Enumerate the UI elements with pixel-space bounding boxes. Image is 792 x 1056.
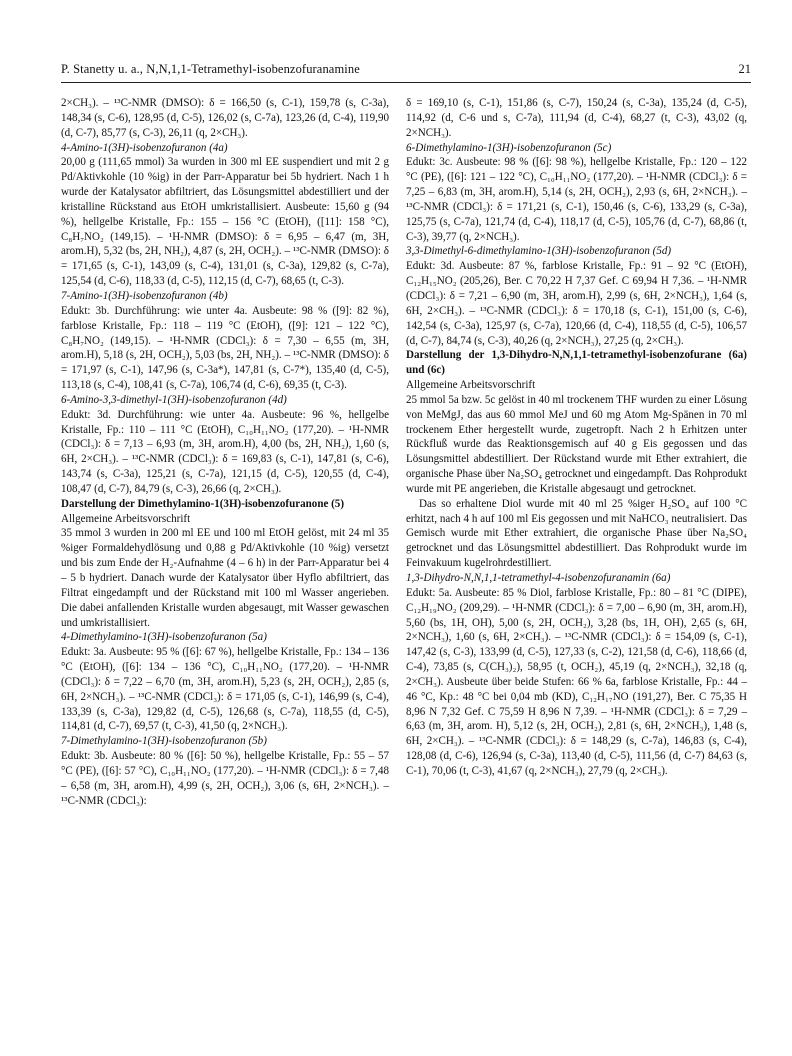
compound-heading: 4-Dimethylamino-1(3H)-isobenzofuranon (5a) [61, 631, 267, 644]
paragraph: δ = 169,10 (s, C-1), 151,86 (s, C-7), 150,24 (s, C-3a), 135,24 (d, C-5), 114,92 (d, C-6 und s, C-7a), 111,94 (d, C-4), 68,27 (t, C-3), 43,02 (q, 2×NCH₃). [406, 97, 747, 139]
paragraph: 2×CH₃). – ¹³C-NMR (DMSO): δ = 166,50 (s, C-1), 159,78 (s, C-3a), 148,34 (s, C-6), 128,95 (d, C-5), 126,02 (s, C-7a), 123,26 (d, C-4), 119,90 (d, C-7), 85,77 (s, C-3), 26,11 (q, 2×CH₃). [61, 97, 389, 139]
paragraph: Edukt: 3d. Durchführung: wie unter 4a. Ausbeute: 96 %, hellgelbe Kristalle, Fp.: 110 – 111 °C (EtOH), C₁₀H₁₁NO₂ (177,20). – ¹H-NMR (CDCl₃): δ = 7,13 – 6,93 (m, 3H, arom.H), 4,00 (bs, 2H, NH₂), 1,60 (s, 6H, 2×CH₃). – ¹³C-NMR (CDCl₃): δ = 169,83 (s, C-1), 147,81 (s, C-6), 143,74 (s, C-3a), 125,21 (s, C-7a), 121,15 (d, C-5), 120,55 (d, C-4), 108,47 (d, C-7), 84,79 (s, C-3), 26,66 (q, 2×CH₃). [61, 408, 389, 495]
paragraph: Edukt: 3d. Ausbeute: 87 %, farblose Kristalle, Fp.: 91 – 92 °C (EtOH), C₁₂H₁₅NO₂ (205,26), Ber. C 70,22 H 7,37 Gef. C 69,94 H 7,36. – ¹H-NMR (CDCl₃): δ = 7,21 – 6,90 (m, 3H, arom.H), 2,99 (s, 6H, 2×NCH₃), 1,64 (s, 6H, 2×CH₃). – ¹³C-NMR (CDCl₃): δ = 170,18 (s, C-1), 151,00 (s, C-6), 142,54 (s, C-3a), 125,97 (s, C-7a), 120,66 (d, C-4), 118,55 (d, C-5), 106,57 (d, C-7), 84,74 (s, C-3), 40,26 (q, 2×NCH₃), 27,25 (q, 2×CH₃). [406, 260, 747, 347]
compound-heading: 4-Amino-1(3H)-isobenzofuranon (4a) [61, 141, 228, 154]
paragraph: Allgemeine Arbeitsvorschrift [406, 379, 536, 392]
paragraph: Edukt: 3c. Ausbeute: 98 % ([6]: 98 %), hellgelbe Kristalle, Fp.: 120 – 122 °C (PE), ([6]: 121 – 122 °C), C₁₀H₁₁NO₂ (177,20). – ¹H-NMR (CDCl₃): δ = 7,25 – 6,83 (m, 3H, arom.H), 5,14 (s, 2H, OCH₂), 2,93 (s, 6H, 2×NCH₃). – ¹³C-NMR (CDCl₃): δ = 171,21 (s, C-1), 150,46 (s, C-6), 133,29 (s, C-3a), 125,75 (s, C-7a), 121,74 (d, C-4), 118,17 (d, C-5), 105,76 (d, C-7), 68,86 (t, C-3), 39,77 (q, 2×NCH₃). [406, 156, 747, 243]
paragraph: Edukt: 3b. Ausbeute: 80 % ([6]: 50 %), hellgelbe Kristalle, Fp.: 55 – 57 °C (PE), ([6]: 57 °C), C₁₀H₁₁NO₂ (177,20). – ¹H-NMR (CDCl₃): δ = 7,48 – 6,58 (m, 3H, arom.H), 4,99 (s, 2H, OCH₂), 3,06 (s, 6H, 2×NCH₃). – ¹³C-NMR (CDCl₃): [61, 750, 389, 807]
page-number: 21 [738, 62, 751, 76]
paragraph: Das so erhaltene Diol wurde mit 40 ml 25 %iger H₂SO₄ auf 100 °C erhitzt, nach 4 h auf 100 ml Eis gegossen und mit NaHCO₃ neutralisiert. Das Gemisch wurde mit Ether extrahiert, die organische Phase über Na₂SO₄ getrocknet und das Lösungsmittel abdestilliert. Das Rohprodukt wurde im Feinvakuum kugelrohrdestilliert. [406, 497, 747, 570]
compound-heading: 6-Dimethylamino-1(3H)-isobenzofuranon (5c) [406, 141, 612, 154]
running-header [61, 62, 751, 80]
compound-heading: 7-Amino-1(3H)-isobenzofuranon (4b) [61, 289, 228, 302]
paragraph: Edukt: 3a. Ausbeute: 95 % ([6]: 67 %), hellgelbe Kristalle, Fp.: 134 – 136 °C (EtOH), ([6]: 134 – 136 °C), C₁₀H₁₁NO₂ (177,20). – ¹H-NMR (CDCl₃): δ = 7,22 – 6,70 (m, 3H, arom.H), 5,23 (s, 2H, OCH₂), 2,85 (s, 6H, 2×NCH₃). – ¹³C-NMR (CDCl₃): δ = 171,05 (s, C-1), 146,99 (s, C-4), 133,39 (s, C-3a), 129,82 (d, C-5), 126,68 (s, C-7a), 118,55 (d, C-5), 114,81 (d, C-7), 69,57 (t, C-3), 41,50 (q, 2×NCH₃). [61, 646, 389, 733]
compound-heading: 7-Dimethylamino-1(3H)-isobenzofuranon (5b) [61, 735, 267, 748]
paragraph: 25 mmol 5a bzw. 5c gelöst in 40 ml trockenem THF wurden zu einer Lösung von MeMgJ, das aus 60 mmol MeJ und 60 mg Atom Mg-Spänen in 70 ml trockenem Ether hergestellt wurde, zugetropft. Nach 2 h Erhitzen unter Rückfluß wurde das Reaktionsgemisch auf 40 g Eis gegossen und das Lösungsmittel abdestilliert. Der Rückstand wurde mit Ether extrahiert, die organische Phase über Na₂SO₄ getrocknet und eingedampft. Das Rohprodukt wurde mit PE angerieben, die Kristalle abgesaugt und getrocknet. [406, 393, 747, 495]
left-column [61, 96, 389, 809]
section-heading: Darstellung der 1,3-Dihydro-N,N,1,1-tetramethyl-isobenzofurane (6a) und (6c) [406, 349, 747, 377]
paragraph: Edukt: 5a. Ausbeute: 85 % Diol, farblose Kristalle, Fp.: 80 – 81 °C (DIPE), C₁₂H₁₉NO₂ (209,29). – ¹H-NMR (CDCl₃): δ = 7,00 – 6,90 (m, 3H, arom.H), 5,60 (bs, 1H, OH), 5,00 (s, 2H, OCH₂), 3,28 (bs, 1H, OH), 2,65 (s, 6H, 2×NCH₃), 1,60 (s, 6H, 2×CH₃). – ¹³C-NMR (CDCl₃): δ = 154,09 (s, C-1), 147,42 (s, C-3), 133,99 (d, C-5), 127,33 (s, C-2), 121,58 (d, C-6), 118,66 (d, C-4), 73,85 (s, C(CH₃)₂), 58,95 (t, OCH₂), 45,19 (q, 2×NCH₃), 32,18 (q, 2×CH₃). Ausbeute über beide Stufen: 66 % 6a, farblose Kristalle, Fp.: 44 – 46 °C, Kp.: 48 °C bei 0,04 mb (KD), C₁₂H₁₇NO (191,27), Ber. C 75,35 H 8,96 N 7,32 Gef. C 75,59 H 8,96 N 7,39. – ¹H-NMR (CDCl₃): δ = 7,29 – 6,63 (m, 3H, arom. H), 5,12 (s, 2H, OCH₂), 2,81 (s, 6H, 2×NCH₃), 1,48 (s, 6H, 2×CH₃). – ¹³C-NMR (CDCl₃): δ = 148,29 (s, C-7a), 146,83 (s, C-4), 128,08 (d, C-6), 126,94 (s, C-3a), 113,40 (d, C-5), 111,56 (d, C-7) 84,63 (s, C-1), 70,06 (t, C-3), 41,67 (q, 2×NCH₃), 27,79 (q, 2×CH₃). [406, 586, 747, 777]
compound-heading: 3,3-Dimethyl-6-dimethylamino-1(3H)-isobenzofuranon (5d) [406, 245, 672, 258]
header-rule [61, 82, 751, 83]
paragraph: Edukt: 3b. Durchführung: wie unter 4a. Ausbeute: 98 % ([9]: 82 %), farblose Kristalle, Fp.: 118 – 119 °C (EtOH), ([9]: 121 – 122 °C), C₈H₇NO₂ (149,15). – ¹H-NMR (CDCl₃): δ = 7,30 – 6,55 (m, 3H, arom.H), 5,18 (s, 2H, OCH₂), 5,03 (bs, 2H, NH₂). – ¹³C-NMR (DMSO): δ = 171,97 (s, C-1), 147,96 (s, C-3a*), 147,81 (s, C-7*), 135,40 (d, C-5), 113,18 (s, C-4), 108,41 (s, C-7a), 106,74 (d, C-6), 69,35 (t, C-3). [61, 304, 389, 392]
compound-heading: 6-Amino-3,3-dimethyl-1(3H)-isobenzofuranon (4d) [61, 393, 287, 406]
running-title: P. Stanetty u. a., N,N,1,1-Tetramethyl-isobenzofuranamine [61, 62, 360, 76]
right-column [406, 96, 747, 779]
section-heading: Darstellung der Dimethylamino-1(3H)-isobenzofuranone (5) [61, 497, 345, 510]
compound-heading: 1,3-Dihydro-N,N,1,1-tetramethyl-4-isobenzofuranamin (6a) [406, 572, 671, 584]
paragraph: Allgemeine Arbeitsvorschrift [61, 512, 191, 525]
paragraph: 20,00 g (111,65 mmol) 3a wurden in 300 ml EE suspendiert und mit 2 g Pd/Aktivkohle (10 %ig) in der Parr-Apparatur bei 5b hydriert. Nach 1 h wurde der Katalysator abfiltriert, das Lösungsmittel abdestilliert und der kristalline Rückstand aus EtOH umkristallisiert. Ausbeute: 15,60 g (94 %), hellgelbe Kristalle, Fp.: 155 – 156 °C (EtOH), ([11]: 158 °C), C₈H₇NO₂ (149,15). – ¹H-NMR (DMSO): δ = 6,95 – 6,47 (m, 3H, arom.H), 5,32 (bs, 2H, NH₂), 4,87 (s, 2H, OCH₂). – ¹³C-NMR (DMSO): δ = 171,65 (s, C-1), 143,09 (s, C-4), 131,01 (s, C-3a), 129,82 (s, C-7a), 125,54 (d, C-6), 118,33 (d, C-5), 112,15 (d, C-7), 68,65 (t, C-3). [61, 156, 389, 288]
paragraph: 35 mmol 3 wurden in 200 ml EE und 100 ml EtOH gelöst, mit 24 ml 35 %iger Formaldehydlösung und 0,88 g Pd/Aktivkohle (10 %ig) versetzt und bis zum Ende der H₂-Aufnahme (4 – 6 h) in der Parr-Apparatur bei 4 – 5 b hydriert. Danach wurde der Katalysator über Hyflo abfiltriert, das Filtrat eingedampft und der Rückstand mit 100 ml Wasser angerieben. Die dabei anfallenden Kristalle wurden abgesaugt, mit Wasser gewaschen und umkristallisiert. [61, 527, 389, 629]
